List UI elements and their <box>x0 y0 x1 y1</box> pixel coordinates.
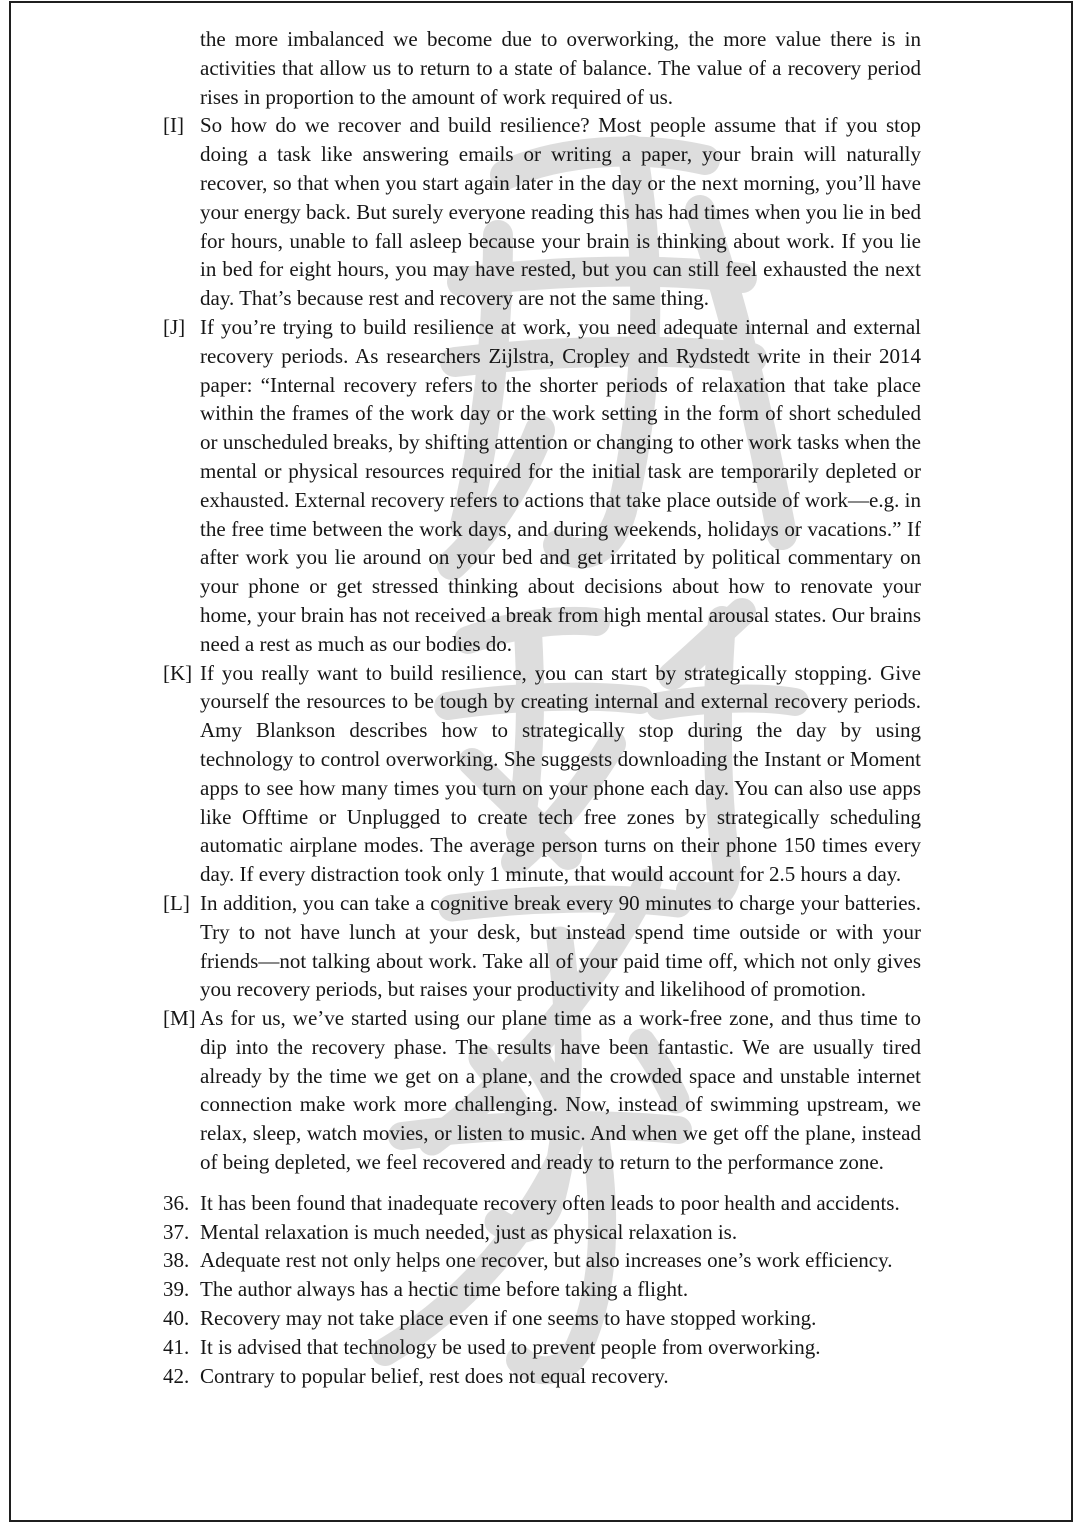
statement-number: 38. <box>163 1248 190 1273</box>
statement-41 <box>163 1333 921 1362</box>
statement-38 <box>163 1246 921 1275</box>
passage-paragraph-J <box>163 313 921 659</box>
statement-39 <box>163 1275 921 1304</box>
passage-paragraph-L <box>163 889 921 1004</box>
passage-paragraph-intro <box>163 25 921 111</box>
statement-number: 41. <box>163 1334 190 1359</box>
statement-list <box>163 1189 921 1391</box>
passage-content <box>163 25 921 1390</box>
paragraph-text: So how do we recover and build resilience? Most people assume that if you stop doing a task like answering emails or writing a paper, your brain will naturally recover, so that when you start again later in the day or the next morning, you’ll have your energy back. But surely everyone reading this has had times when you lie in bed for hours, unable to fall asleep because your brain is thinking about work. If you lie in bed for eight hours, you may have rested, but you can still feel exhausted the next day. That’s because rest and recovery are not the same thing. <box>200 113 921 311</box>
paragraph-text: If you’re trying to build resilience at work, you need adequate internal and external recovery periods. As researchers Zijlstra, Cropley and Rydstedt write in their 2014 paper: “Internal recovery refers to the shorter periods of relaxation that take place within the frames of the work day or the work setting in the form of short scheduled or unscheduled breaks, by shifting attention or changing to other work tasks when the mental or physical resources required for the initial task are temporarily depleted or exhausted. External recovery refers to actions that take place outside of work—e.g. in the free time between the work days, and during weekends, holidays or vacations.” If after work you lie around on your bed and get irritated by political commentary on your phone or get stressed thinking about decisions about how to renovate your home, your brain has not received a break from high mental arousal states. Our brains need a rest as much as our bodies do. <box>200 314 921 656</box>
paragraph-text: the more imbalanced we become due to overworking, the more value there is in activities that allow us to return to a state of balance. The value of a recovery period rises in proportion to the amount of work required of us. <box>200 27 921 109</box>
paragraph-label: [L] <box>163 890 190 915</box>
statement-text: Mental relaxation is much needed, just as physical relaxation is. <box>200 1219 738 1244</box>
passage-paragraph-M <box>163 1004 921 1177</box>
statement-42 <box>163 1362 921 1391</box>
statement-number: 40. <box>163 1306 190 1331</box>
paragraph-label: [K] <box>163 660 193 685</box>
statement-text: It is advised that technology be used to prevent people from overworking. <box>200 1334 821 1359</box>
passage-paragraph-I <box>163 111 921 313</box>
paragraph-label: [M] <box>163 1006 196 1031</box>
statement-text: Adequate rest not only helps one recover, but also increases one’s work efficiency. <box>200 1248 893 1273</box>
statement-number: 37. <box>163 1219 190 1244</box>
statement-number: 36. <box>163 1190 190 1215</box>
paragraph-text: As for us, we’ve started using our plane time as a work-free zone, and thus time to dip into the recovery phase. The results have been fantastic. We are usually tired already by the time we get on a plane, and the crowded space and unstable internet connection make work more challenging. Now, instead of swimming upstream, we relax, sleep, watch movies, or listen to music. And when we get off the plane, instead of being depleted, we feel recovered and ready to return to the performance zone. <box>200 1006 921 1175</box>
paragraph-label: [I] <box>163 113 184 138</box>
statement-40 <box>163 1304 921 1333</box>
statement-text: It has been found that inadequate recovery often leads to poor health and accidents. <box>200 1190 900 1215</box>
statement-number: 39. <box>163 1277 190 1302</box>
paragraph-label: [J] <box>163 314 186 339</box>
passage-paragraph-K <box>163 659 921 889</box>
statement-number: 42. <box>163 1363 190 1388</box>
statement-text: Contrary to popular belief, rest does not equal recovery. <box>200 1363 669 1388</box>
statement-text: Recovery may not take place even if one seems to have stopped working. <box>200 1306 817 1331</box>
paragraph-text: In addition, you can take a cognitive break every 90 minutes to charge your batteries. Try to not have lunch at your desk, but instead spend time outside or with your friends—not talking about work. Take all of your paid time off, which not only gives you recovery periods, but raises your productivity and likelihood of promotion. <box>200 890 921 1002</box>
statement-37 <box>163 1218 921 1247</box>
statement-text: The author always has a hectic time before taking a flight. <box>200 1277 689 1302</box>
paragraph-text: If you really want to build resilience, you can start by strategically stopping. Give yourself the resources to be tough by creating internal and external recovery periods. Amy Blankson describes how to strategically stop during the day by using technology to control overworking. She suggests downloading the Instant or Moment apps to see how many times you turn on your phone each day. You can also use apps like Offtime or Unplugged to create tech free zones by strategically scheduling automatic airplane modes. The average person turns on their phone 150 times every day. If every distraction took only 1 minute, that would account for 2.5 hours a day. <box>200 660 921 887</box>
statement-36 <box>163 1189 921 1218</box>
